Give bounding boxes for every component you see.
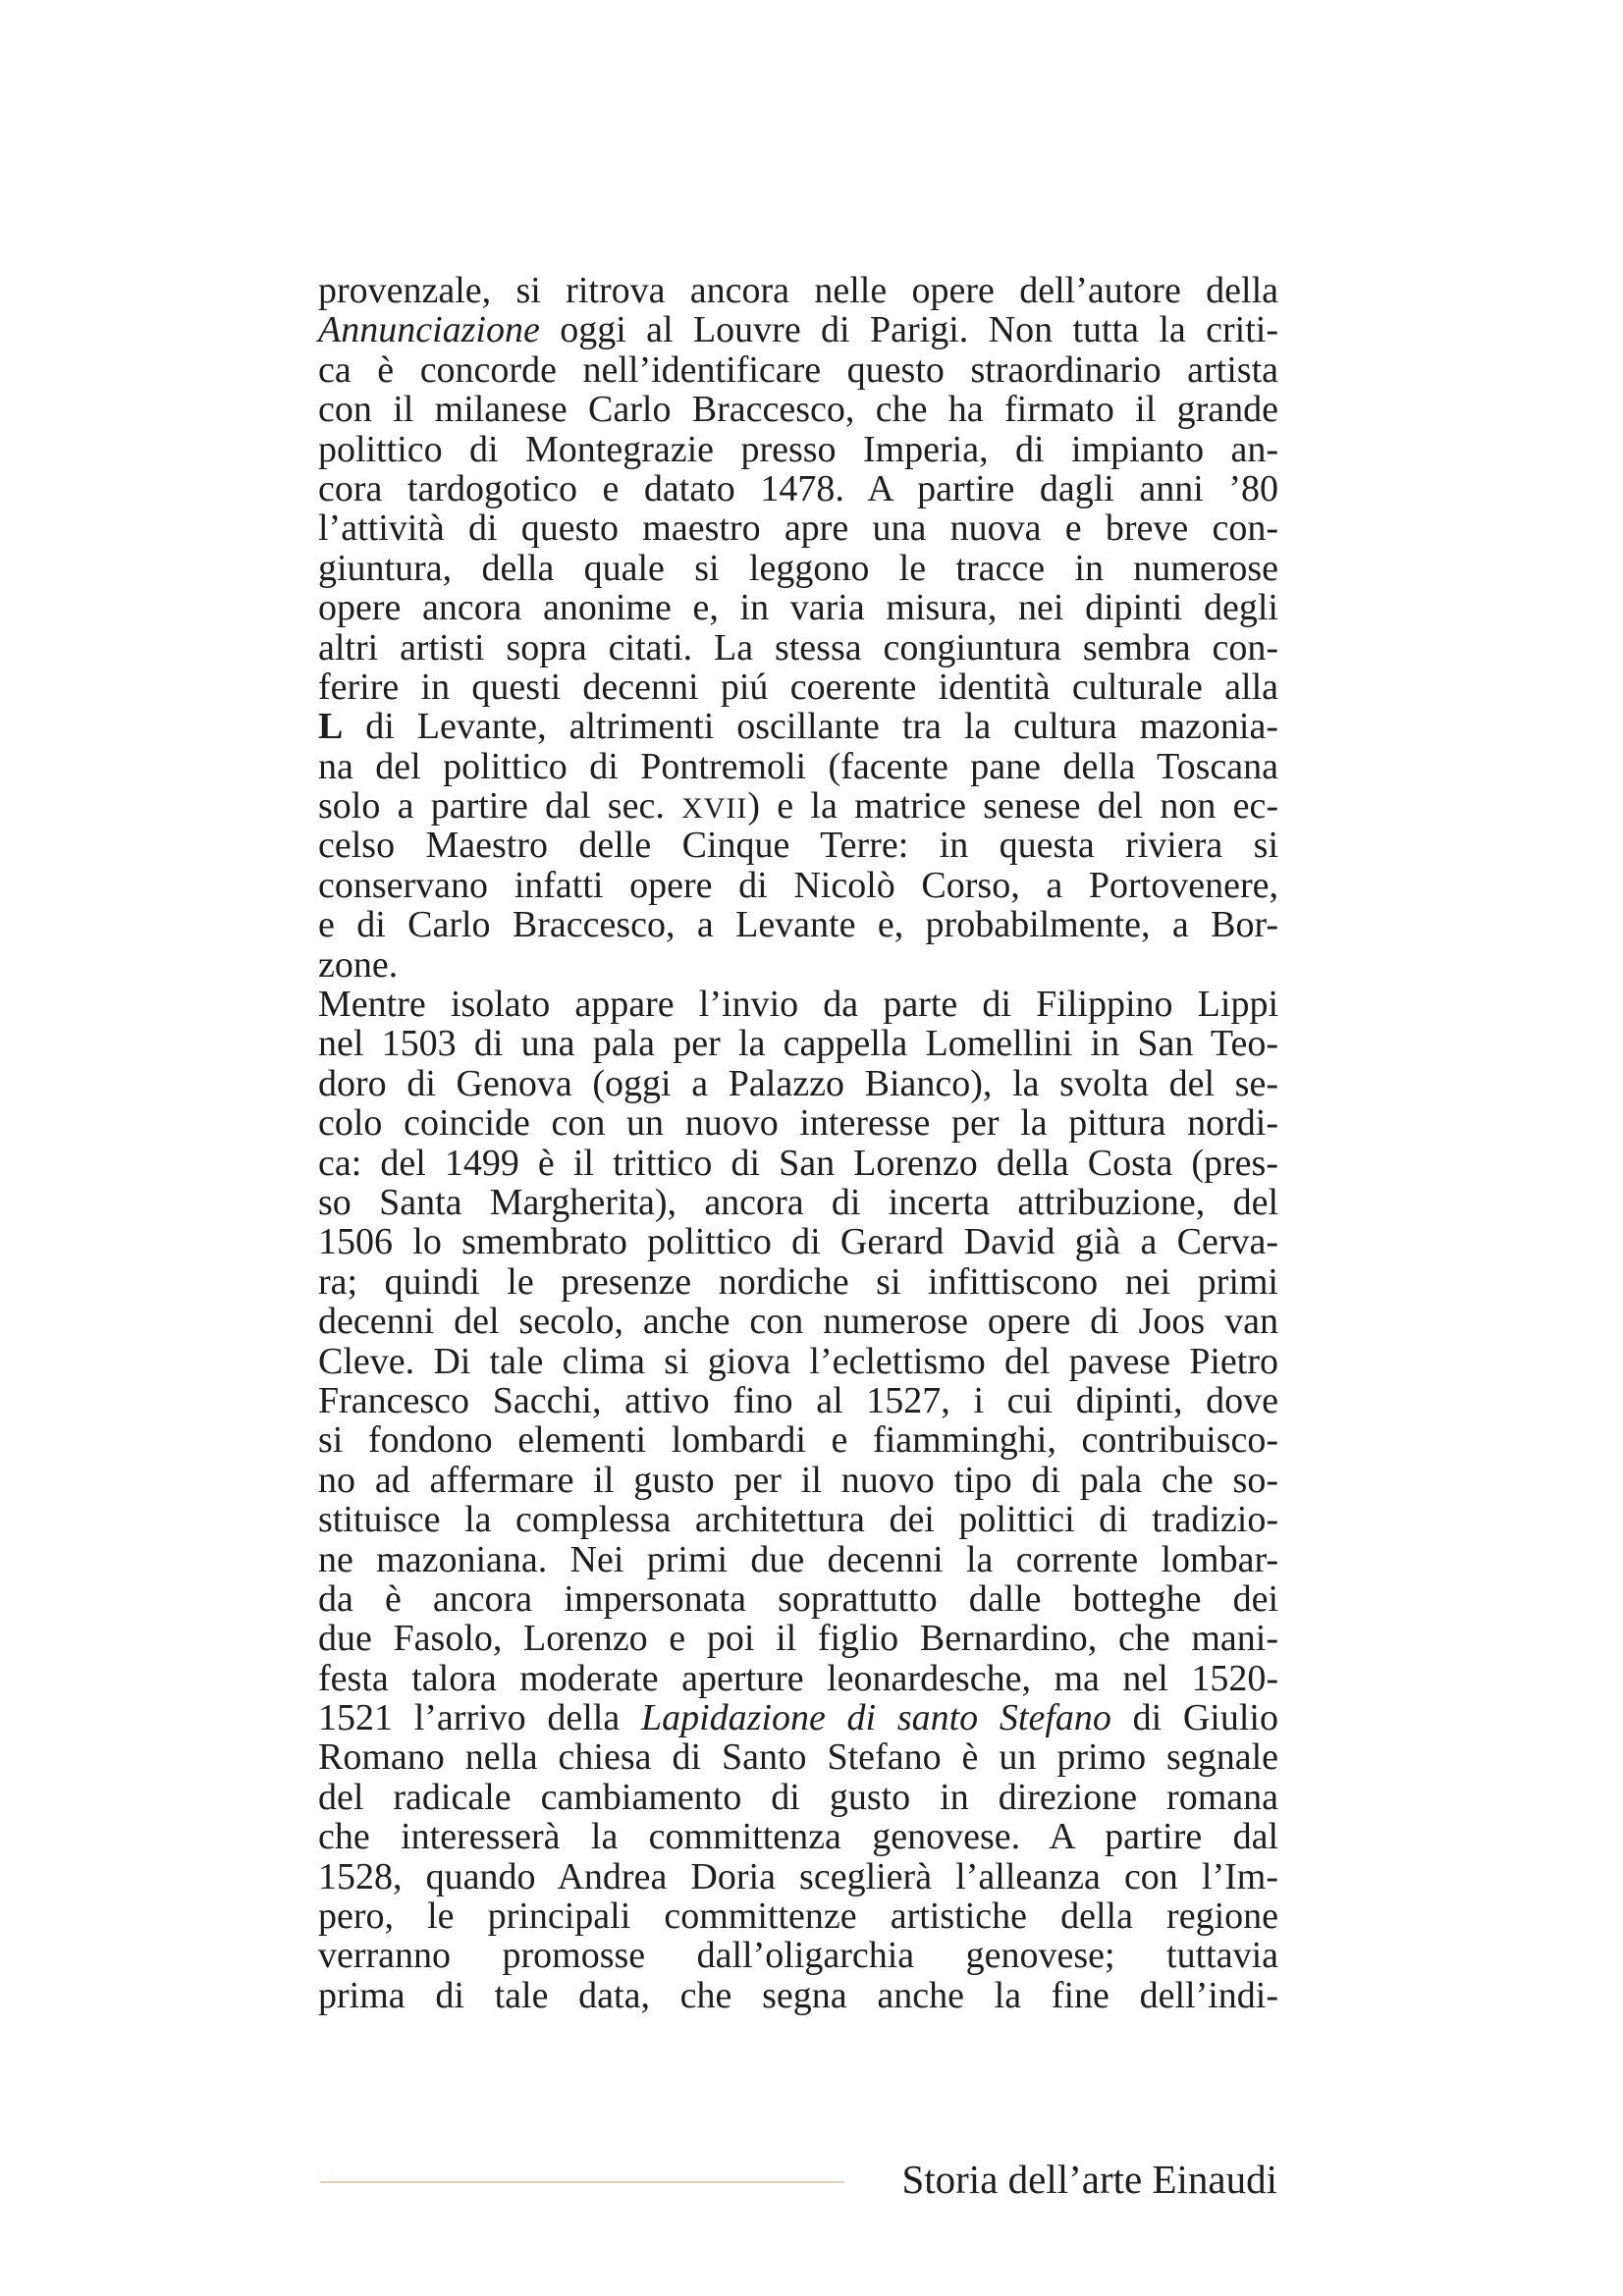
text-line: che interesserà la committenza genovese. A partire dal [318, 1816, 1278, 1858]
text-run: oggi al Louvre di Parigi. Non tutta la criti- [539, 309, 1278, 351]
text-line: 1528, quando Andrea Doria sceglierà l’alleanza con l’Im- [318, 1855, 1278, 1897]
text-run: 1521 l’arrivo della [318, 1697, 641, 1739]
text-line: na del polittico di Pontremoli (facente pane della Toscana [318, 745, 1278, 787]
text-line: provenzale, si ritrova ancora nelle opere dell’autore della [318, 270, 1278, 311]
text-line: ca: del 1499 è il trittico di San Lorenzo della Costa (pres- [318, 1142, 1278, 1184]
text-line: ferire in questi decenni piú coerente identità culturale alla [318, 666, 1278, 708]
footer-divider [320, 2181, 844, 2183]
text-line: prima di tale data, che segna anche la fine dell’indi- [318, 1974, 1278, 2016]
text-line [318, 310, 1278, 349]
text-line: pero, le principali committenze artistiche della regione [318, 1896, 1278, 1938]
small-caps-numeral: XVII [681, 792, 748, 826]
text-line: Romano nella chiesa di Santo Stefano è un primo segnale [318, 1736, 1278, 1779]
text-run: ) e la matrice senese del non ec- [747, 785, 1279, 828]
text-line: no ad affermare il gusto per il nuovo tipo di pala che so- [318, 1459, 1278, 1501]
text-run: di Levante, altrimenti oscillante tra la cultura mazonia- [343, 706, 1278, 748]
text-line: zone. [318, 943, 399, 986]
text-line: e di Carlo Braccesco, a Levante e, probabilmente, a Bor- [318, 904, 1278, 946]
text-run: di Giulio [1110, 1697, 1278, 1739]
text-line [318, 707, 1278, 746]
text-line: altri artisti sopra citati. La stessa congiuntura sembra con- [318, 626, 1278, 668]
text-line: celso Maestro delle Cinque Terre: in questa riviera si [318, 825, 1278, 867]
text-line: l’attività di questo maestro apre una nuova e breve con- [318, 507, 1278, 550]
text-line: con il milanese Carlo Braccesco, che ha firmato il grande [318, 389, 1278, 431]
text-line: so Santa Margherita), ancora di incerta attribuzione, del [318, 1181, 1278, 1223]
footer-book-title: Storia dell’arte Einaudi [901, 2157, 1277, 2202]
italic-title: Annunciazione [318, 309, 540, 351]
text-line: verranno promosse dall’oligarchia genovese; tuttavia [318, 1935, 1278, 1977]
text-line: stituisce la complessa architettura dei polittici di tradizio- [318, 1499, 1278, 1541]
text-line: da è ancora impersonata soprattutto dalle botteghe dei [318, 1577, 1278, 1620]
text-line: del radicale cambiamento di gusto in direzione romana [318, 1776, 1278, 1818]
body-text [318, 271, 1278, 2015]
text-line: due Fasolo, Lorenzo e poi il figlio Bernardino, che mani- [318, 1618, 1278, 1660]
text-line: giuntura, della quale si leggono le tracce in numerose [318, 547, 1278, 589]
paragraph-2 [318, 985, 1278, 2015]
italic-title: Lapidazione di santo Stefano [640, 1697, 1111, 1739]
text-line [318, 1698, 1278, 1737]
text-line: Cleve. Di tale clima si giova l’eclettismo del pavese Pietro [318, 1340, 1278, 1382]
text-line: festa talora moderate aperture leonardesche, ma nel 1520- [318, 1657, 1278, 1699]
text-line [318, 786, 1278, 826]
text-line: colo coincide con un nuovo interesse per la pittura nordi- [318, 1102, 1278, 1145]
text-line: cora tardogotico e datato 1478. A partire dagli anni ’80 [318, 467, 1278, 509]
bold-letter: L [318, 706, 344, 748]
text-run: solo a partire dal sec. [318, 785, 682, 828]
text-line: 1506 lo smembrato polittico di Gerard David già a Cerva- [318, 1221, 1278, 1263]
text-line: opere ancora anonime e, in varia misura, nei dipinti degli [318, 587, 1278, 629]
text-line: polittico di Montegrazie presso Imperia, di impianto an- [318, 428, 1278, 470]
paragraph-1 [318, 271, 1278, 985]
text-line: Francesco Sacchi, attivo fino al 1527, i cui dipinti, dove [318, 1379, 1278, 1421]
text-line: si fondono elementi lombardi e fiamminghi, contribuisco- [318, 1419, 1278, 1462]
text-line: conservano infatti opere di Nicolò Corso, a Portovenere, [318, 864, 1278, 906]
text-line: doro di Genova (oggi a Palazzo Bianco), la svolta del se- [318, 1062, 1278, 1104]
text-line: decenni del secolo, anche con numerose opere di Joos van [318, 1301, 1278, 1343]
text-line: ne mazoniana. Nei primi due decenni la corrente lombar- [318, 1538, 1278, 1580]
text-line: nel 1503 di una pala per la cappella Lomellini in San Teo- [318, 1023, 1278, 1065]
text-line: ra; quindi le presenze nordiche si infittiscono nei primi [318, 1260, 1278, 1303]
text-line: Mentre isolato appare l’invio da parte di Filippino Lippi [318, 984, 1278, 1026]
text-line: ca è concorde nell’identificare questo straordinario artista [318, 348, 1278, 391]
